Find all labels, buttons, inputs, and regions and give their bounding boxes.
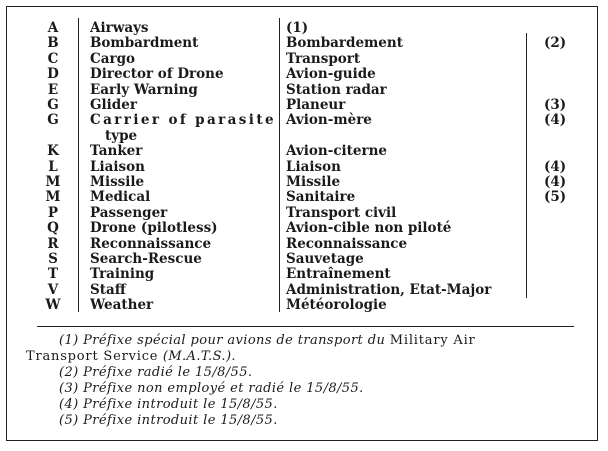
footnote-1-line-1 bbox=[59, 333, 476, 349]
prefix-letter: W bbox=[45, 297, 61, 314]
english-designation: Staff bbox=[90, 281, 126, 298]
table-row bbox=[7, 159, 597, 175]
footnote-5: (5) Préfixe introduit le 15/8/55. bbox=[59, 413, 278, 428]
table-row bbox=[7, 251, 597, 267]
english-designation: Liaison bbox=[90, 158, 145, 175]
prefix-letter: D bbox=[47, 66, 59, 83]
prefix-letter: M bbox=[45, 174, 61, 190]
english-designation: Missile bbox=[90, 174, 145, 190]
french-designation: Sauvetage bbox=[286, 251, 364, 267]
table-row bbox=[7, 236, 597, 252]
english-designation: Carrier of parasite bbox=[90, 112, 276, 129]
english-designation: Director of Drone bbox=[90, 66, 224, 83]
footnote-separator bbox=[37, 326, 574, 327]
english-designation: Reconnaissance bbox=[90, 235, 212, 252]
table-row bbox=[7, 82, 597, 98]
table-row bbox=[7, 282, 597, 298]
english-designation: Medical bbox=[90, 189, 151, 206]
prefix-letter: T bbox=[47, 266, 59, 283]
french-designation: Administration, Etat-Major bbox=[286, 281, 492, 298]
table-row bbox=[7, 266, 597, 282]
french-designation: Missile bbox=[286, 174, 341, 190]
english-designation: Bombardment bbox=[90, 35, 199, 52]
table-row bbox=[7, 220, 597, 236]
prefix-letter: G bbox=[47, 112, 59, 129]
english-designation: Drone (pilotless) bbox=[90, 220, 218, 237]
prefix-letter: C bbox=[47, 50, 59, 67]
english-designation: Airways bbox=[90, 20, 149, 36]
prefix-letter: L bbox=[48, 158, 58, 175]
french-designation: Reconnaissance bbox=[286, 235, 408, 252]
english-designation: Search-Rescue bbox=[90, 251, 202, 267]
table-row bbox=[7, 205, 597, 221]
table-row bbox=[7, 20, 597, 36]
prefix-letter: Q bbox=[47, 220, 59, 237]
table-row bbox=[7, 297, 597, 313]
prefix-letter: E bbox=[47, 81, 59, 98]
french-designation: Bombardement bbox=[286, 35, 403, 52]
french-designation: Avion-guide bbox=[286, 66, 376, 83]
footnote-1-org: Military Air bbox=[389, 333, 476, 348]
table-row bbox=[7, 66, 597, 82]
footnote-2: (2) Préfixe radié le 15/8/55. bbox=[59, 365, 253, 380]
english-designation: Early Warning bbox=[90, 81, 198, 98]
french-designation: Avion-mère bbox=[286, 112, 372, 129]
prefix-letter: G bbox=[47, 97, 59, 113]
english-designation: Cargo bbox=[90, 50, 136, 67]
french-designation: Avion-citerne bbox=[286, 143, 388, 160]
french-designation: (1) bbox=[286, 20, 309, 36]
footnote-ref: (4) bbox=[544, 112, 567, 129]
prefix-letter: K bbox=[47, 143, 59, 160]
prefix-letter: M bbox=[45, 189, 61, 206]
french-designation: Sanitaire bbox=[286, 189, 356, 206]
french-designation: Transport civil bbox=[286, 204, 397, 221]
french-designation: Transport bbox=[286, 50, 361, 67]
french-designation: Météorologie bbox=[286, 297, 387, 314]
table-row bbox=[7, 97, 597, 113]
table-row bbox=[7, 51, 597, 67]
french-designation: Liaison bbox=[286, 158, 341, 175]
prefix-letter: S bbox=[48, 251, 58, 267]
footnote-1-text: (1) Préfixe spécial pour avions de transport du bbox=[59, 333, 386, 348]
table-row bbox=[7, 35, 597, 51]
footnote-3: (3) Préfixe non employé et radié le 15/8/55. bbox=[59, 381, 364, 396]
english-designation: Glider bbox=[90, 97, 137, 113]
document-frame bbox=[6, 6, 598, 441]
footnote-ref: (4) bbox=[544, 158, 567, 175]
prefix-letter: B bbox=[47, 35, 59, 52]
french-designation: Planeur bbox=[286, 97, 346, 113]
prefix-letter: R bbox=[47, 235, 59, 252]
french-designation: Avion-cible non piloté bbox=[286, 220, 452, 237]
footnote-ref: (3) bbox=[544, 97, 567, 113]
footnote-4: (4) Préfixe introduit le 15/8/55. bbox=[59, 397, 278, 412]
footnote-1-org-cont: Transport Service bbox=[26, 349, 159, 364]
table-row bbox=[7, 143, 597, 159]
table-row bbox=[7, 174, 597, 190]
prefix-letter: P bbox=[47, 204, 59, 221]
footnote-1-line-2 bbox=[26, 349, 236, 365]
french-designation: Entraînement bbox=[286, 266, 391, 283]
table-row bbox=[7, 189, 597, 205]
english-designation: Training bbox=[90, 266, 155, 283]
english-designation: Weather bbox=[90, 297, 154, 314]
footnote-ref: (2) bbox=[544, 35, 567, 52]
prefix-letter: V bbox=[47, 281, 59, 298]
prefix-letter: A bbox=[47, 20, 59, 36]
english-designation: Passenger bbox=[90, 204, 168, 221]
english-designation: Tanker bbox=[90, 143, 143, 160]
footnote-ref: (4) bbox=[544, 174, 567, 190]
footnote-1-abbrev: (M.A.T.S.). bbox=[162, 349, 236, 364]
table-row bbox=[7, 112, 597, 145]
english-designation-cont: type bbox=[105, 128, 138, 145]
french-designation: Station radar bbox=[286, 81, 387, 98]
footnote-ref: (5) bbox=[544, 189, 567, 206]
